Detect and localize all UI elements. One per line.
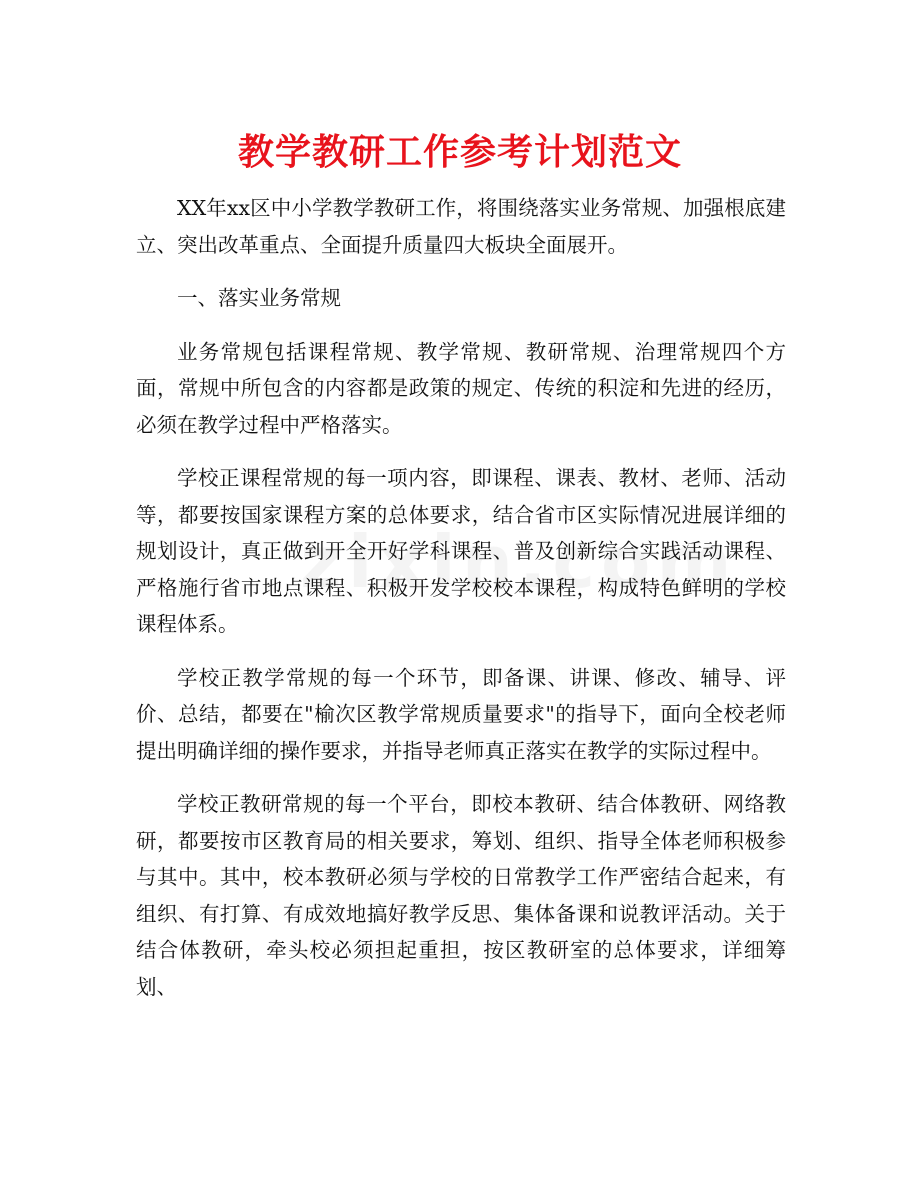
paragraph-business-routine: 业务常规包括课程常规、教学常规、教研常规、治理常规四个方面，常规中所包含的内容都是政策的规定、传统的积淀和先进的经历，必须在教学过程中严格落实。 — [136, 339, 786, 437]
paragraph-intro: XX年xx区中小学教学教研工作，将围绕落实业务常规、加强根底建立、突出改革重点、全面提升质量四大板块全面展开。 — [136, 196, 786, 257]
document-title: 教学教研工作参考计划范文 — [237, 131, 682, 173]
document-body — [136, 190, 786, 1022]
section-heading-1: 一、落实业务常规 — [177, 286, 341, 310]
paragraph-research-routine: 学校正教研常规的每一个平台，即校本教研、结合体教研、网络教研，都要按市区教育局的相关要求，筹划、组织、指导全体老师积极参与其中。其中，校本教研必须与学校的日常教学工作严密结合起来，有组织、有打算、有成效地搞好教学反思、集体备课和说教评活动。关于结合体教研，牵头校必须担起重担，按区教研室的总体要求，详细筹划、 — [136, 792, 786, 999]
paragraph-teaching-routine: 学校正教学常规的每一个环节，即备课、讲课、修改、辅导、评价、总结，都要在"榆次区教学常规质量要求"的指导下，面向全校老师提出明确详细的操作要求，并指导老师真正落实在教学的实际过程中。 — [136, 665, 786, 763]
paragraph-course-routine: 学校正课程常规的每一项内容，即课程、课表、教材、老师、活动等，都要按国家课程方案的总体要求，结合省市区实际情况进展详细的规划设计，真正做到开全开好学科课程、普及创新综合实践活动课程、严格施行省市地点课程、积极开发学校校本课程，构成特色鲜明的学校课程体系。 — [136, 466, 786, 636]
